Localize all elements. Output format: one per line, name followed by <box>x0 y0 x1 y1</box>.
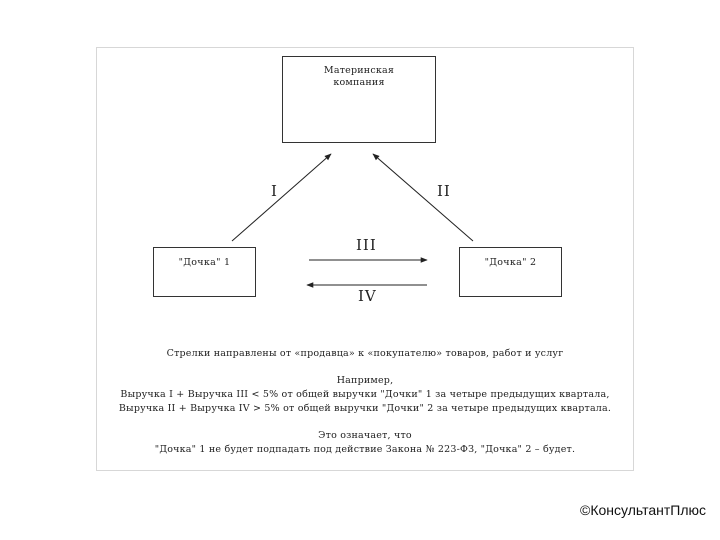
subsidiary-2-label: "Дочка" 2 <box>484 257 537 268</box>
arrow-label-I: I <box>271 182 278 200</box>
note-conclusion: "Дочка" 1 не будет подпадать под действие Закона № 223-ФЗ, "Дочка" 2 – будет. <box>154 444 576 455</box>
arrow-II <box>373 154 473 241</box>
copyright-label: ©КонсультантПлюс <box>580 502 706 518</box>
arrow-label-IV: IV <box>358 287 377 305</box>
note-example-line-1: Выручка I + Выручка III < 5% от общей выручки "Дочки" 1 за четыре предыдущих квартала, <box>120 389 610 400</box>
arrow-label-III: III <box>356 236 377 254</box>
arrow-I <box>232 154 331 241</box>
note-conclusion-heading: Это означает, что <box>318 430 412 441</box>
note-arrows-direction: Стрелки направлены от «продавца» к «покупателю» товаров, работ и услуг <box>166 348 564 359</box>
note-example-line-2: Выручка II + Выручка IV > 5% от общей выручки "Дочки" 2 за четыре предыдущих квартала. <box>118 403 612 414</box>
parent-company-label: Материнская компания <box>323 65 395 88</box>
subsidiary-1-label: "Дочка" 1 <box>178 257 231 268</box>
note-example-heading: Например, <box>336 375 394 386</box>
arrow-label-II: II <box>437 182 451 200</box>
